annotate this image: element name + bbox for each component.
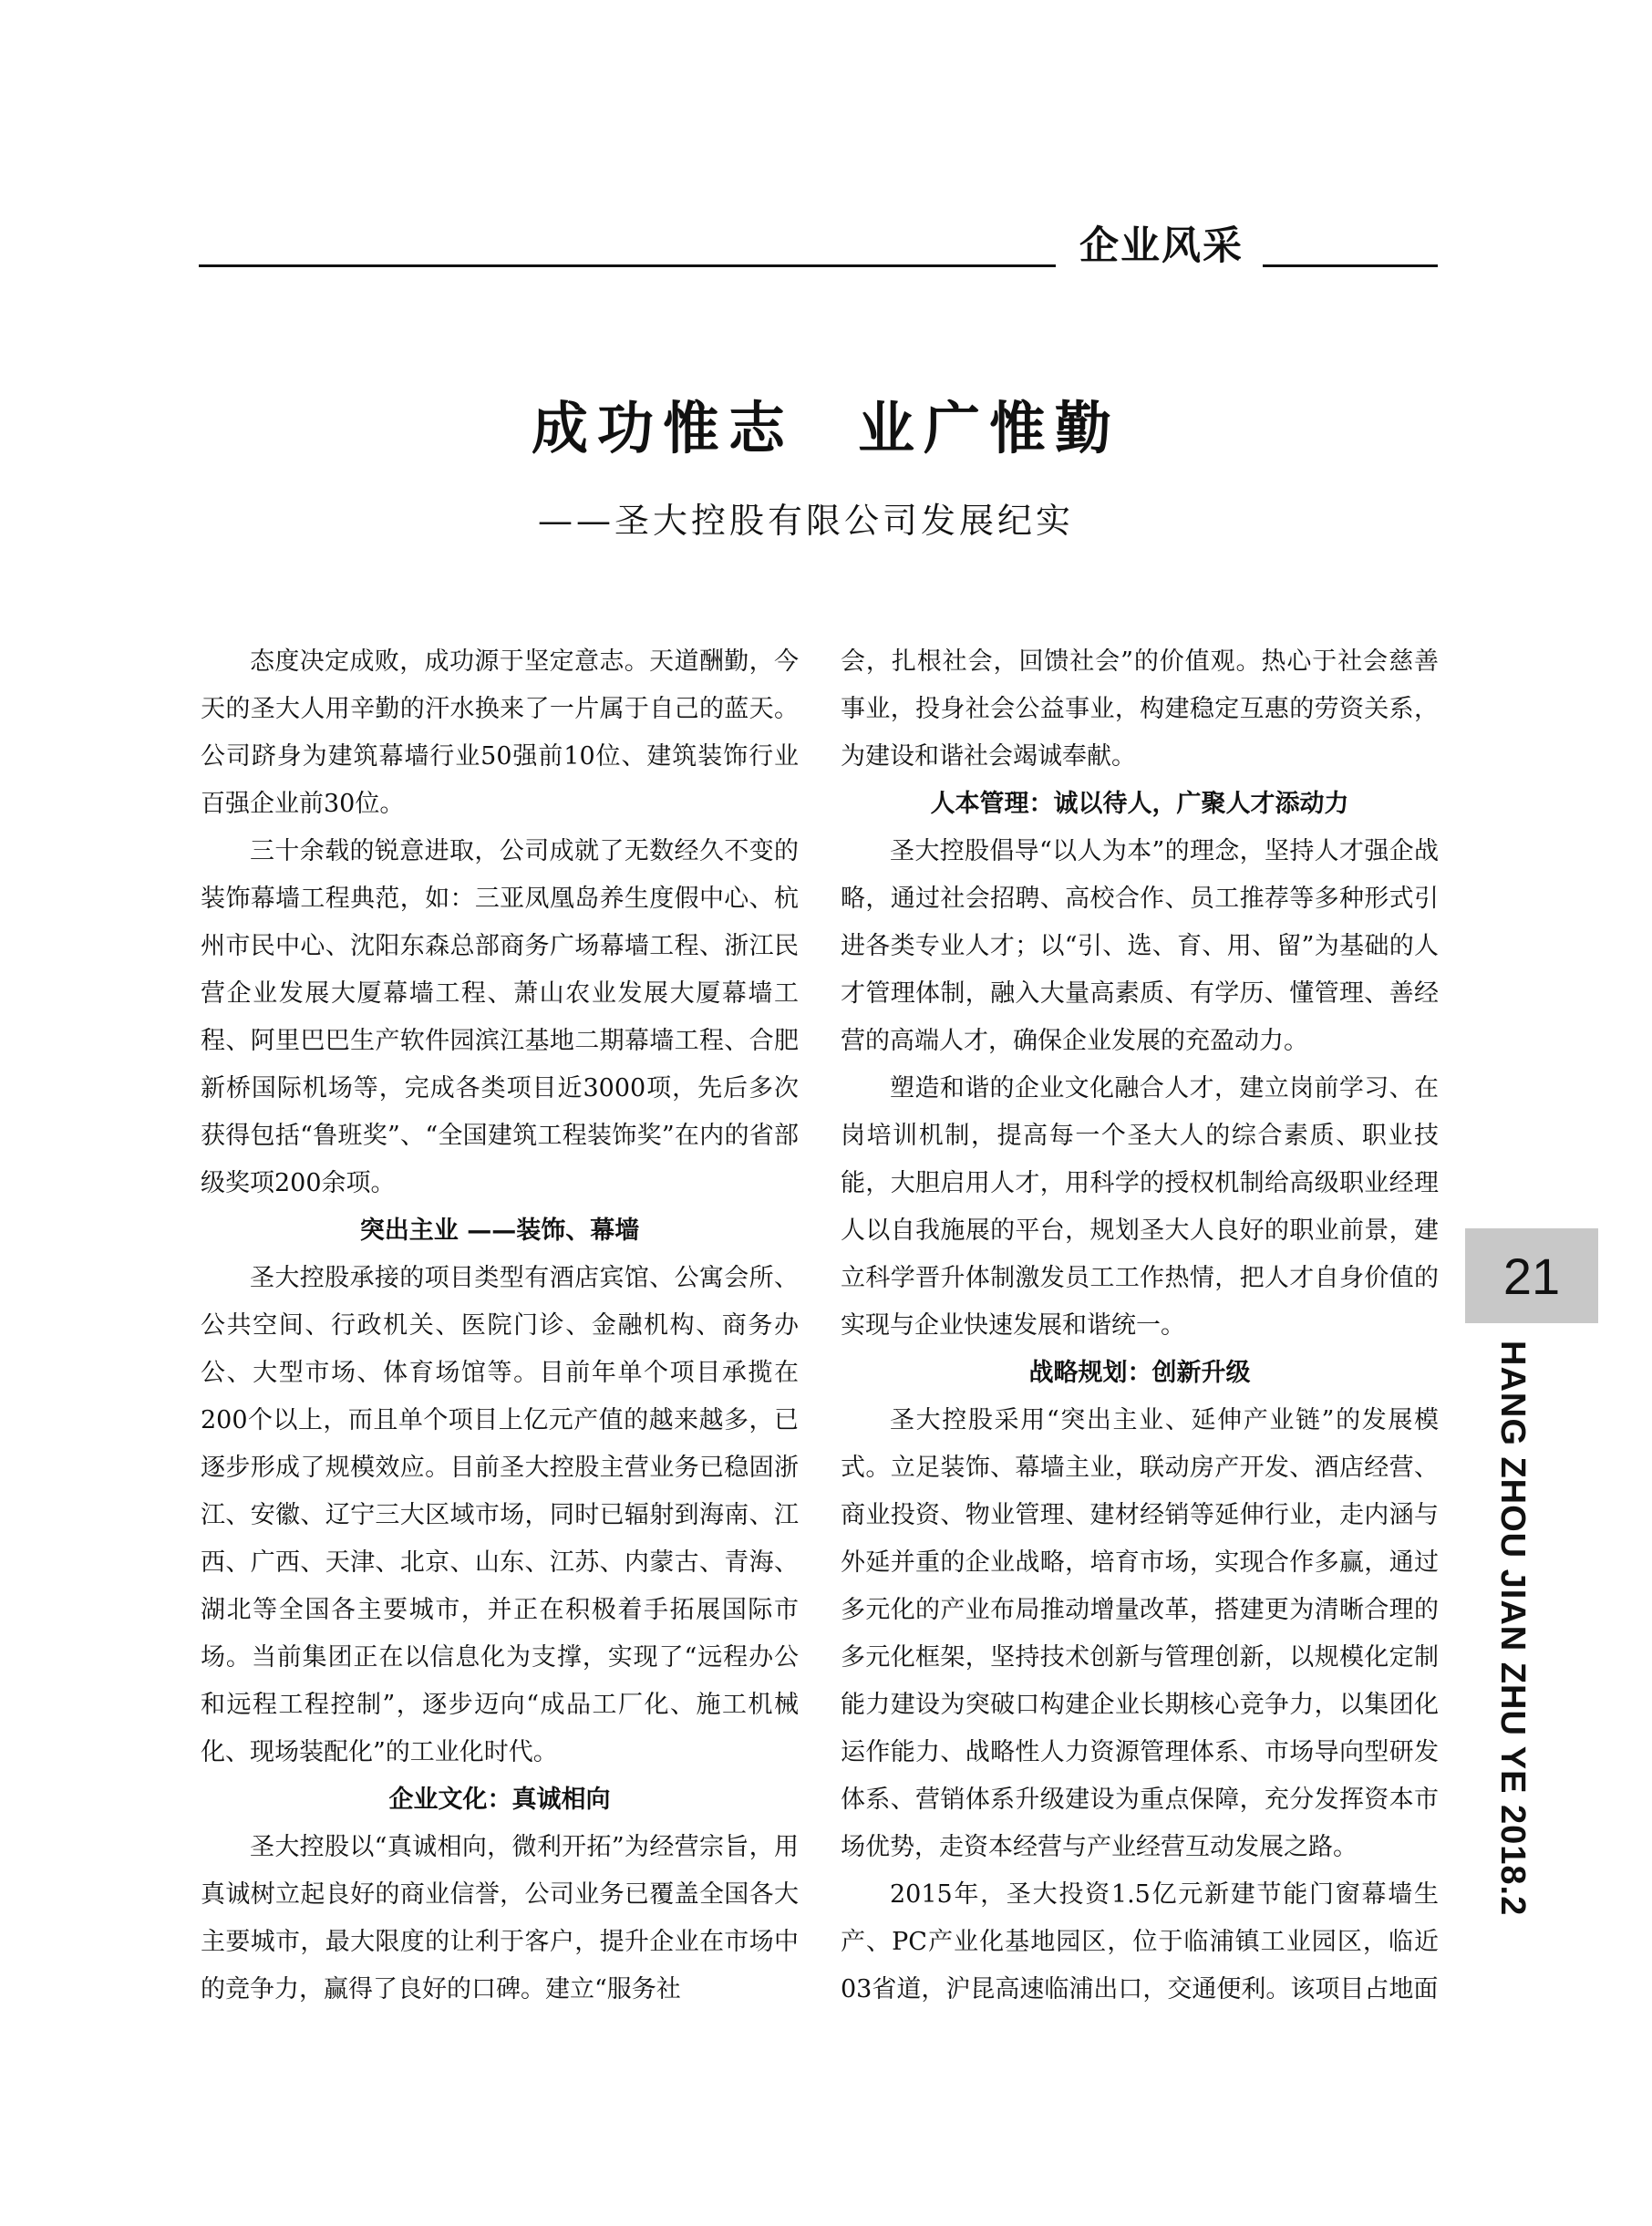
paragraph: 会，扎根社会，回馈社会”的价值观。热心于社会慈善事业，投身社会公益事业，构建稳定互惠的劳资关系，为建设和谐社会竭诚奉献。	[841, 647, 1439, 771]
paragraph: 三十余载的锐意进取，公司成就了无数经久不变的装饰幕墙工程典范，如：三亚凤凰岛养生度假中心、杭州市民中心、沈阳东森总部商务广场幕墙工程、浙江民营企业发展大厦幕墙工程、萧山农业发展大厦幕墙工程、阿里巴巴生产软件园滨江基地二期幕墙工程、合肥新桥国际机场等，完成各类项目近3000项，先后多次获得包括“鲁班奖”、“全国建筑工程装饰奖”在内的省部级奖项200余项。	[201, 837, 799, 1197]
section-heading: 战略规划：创新升级	[1028, 1359, 1251, 1387]
paragraph: 塑造和谐的企业文化融合人才，建立岗前学习、在岗培训机制，提高每一个圣大人的综合素质、职业技能，大胆启用人才，用科学的授权机制给高级职业经理人以自我施展的平台，规划圣大人良好的职业前景，建立科学晋升体制激发员工工作热情，把人才自身价值的实现与企业快速发展和谐统一。	[841, 1074, 1439, 1340]
page-number: 21	[1465, 1228, 1598, 1323]
header-rule-right	[1263, 264, 1438, 267]
journal-name-vertical: HANG ZHOU JIAN ZHU YE 2018.2	[1493, 1341, 1532, 1917]
section-label: 企业风采	[1079, 223, 1244, 269]
paragraph: 圣大控股采用“突出主业、延伸产业链”的发展模式。立足装饰、幕墙主业，联动房产开发、酒店经营、商业投资、物业管理、建材经销等延伸行业，走内涵与外延并重的企业战略，培育市场，实现合作多赢，通过多元化的产业布局推动增量改革，搭建更为清晰合理的多元化框架，坚持技术创新与管理创新，以规模化定制能力建设为突破口构建企业长期核心竞争力，以集团化运作能力、战略性人力资源管理体系、市场导向型研发体系、营销体系升级建设为重点保障，充分发挥资本市场优势，走资本经营与产业经营互动发展之路。	[841, 1406, 1439, 1861]
right-column	[841, 638, 1439, 2014]
header-rule-left	[199, 264, 1056, 267]
article-subtitle: ——圣大控股有限公司发展纪实	[538, 501, 1075, 541]
title-part-1: 成功惟志	[531, 395, 794, 461]
left-column	[201, 638, 799, 2014]
paragraph: 2015年，圣大投资1.5亿元新建节能门窗幕墙生产、PC产业化基地园区，位于临浦镇工业园区，临近03省道，沪昆高速临浦出口，交通便利。该项目占地面	[841, 1880, 1439, 2003]
article-title	[0, 383, 1652, 464]
section-heading: 人本管理：诚以待人，广聚人才添动力	[930, 790, 1349, 818]
section-heading: 突出主业 ——装饰、幕墙	[359, 1217, 640, 1245]
paragraph: 态度决定成败，成功源于坚定意志。天道酬勤，今天的圣大人用辛勤的汗水换来了一片属于自己的蓝天。公司跻身为建筑幕墙行业50强前10位、建筑装饰行业百强企业前30位。	[201, 647, 799, 818]
paragraph: 圣大控股倡导“以人为本”的理念，坚持人才强企战略，通过社会招聘、高校合作、员工推荐等多种形式引进各类专业人才；以“引、选、育、用、留”为基础的人才管理体制，融入大量高素质、有学历、懂管理、善经营的高端人才，确保企业发展的充盈动力。	[841, 837, 1439, 1055]
paragraph: 圣大控股承接的项目类型有酒店宾馆、公寓会所、公共空间、行政机关、医院门诊、金融机构、商务办公、大型市场、体育场馆等。目前年单个项目承揽在200个以上，而且单个项目上亿元产值的越来越多，已逐步形成了规模效应。目前圣大控股主营业务已稳固浙江、安徽、辽宁三大区域市场，同时已辐射到海南、江西、广西、天津、北京、山东、江苏、内蒙古、青海、湖北等全国各主要城市，并正在积极着手拓展国际市场。当前集团正在以信息化为支撑，实现了“远程办公和远程工程控制”，逐步迈向“成品工厂化、施工机械化、现场装配化”的工业化时代。	[201, 1264, 799, 1766]
paragraph: 圣大控股以“真诚相向，微利开拓”为经营宗旨，用真诚树立起良好的商业信誉，公司业务已覆盖全国各大主要城市，最大限度的让利于客户，提升企业在市场中的竞争力，赢得了良好的口碑。建立“服务社	[201, 1833, 799, 2003]
section-heading: 企业文化：真诚相向	[388, 1786, 611, 1814]
title-part-2: 业广惟勤	[858, 395, 1121, 461]
